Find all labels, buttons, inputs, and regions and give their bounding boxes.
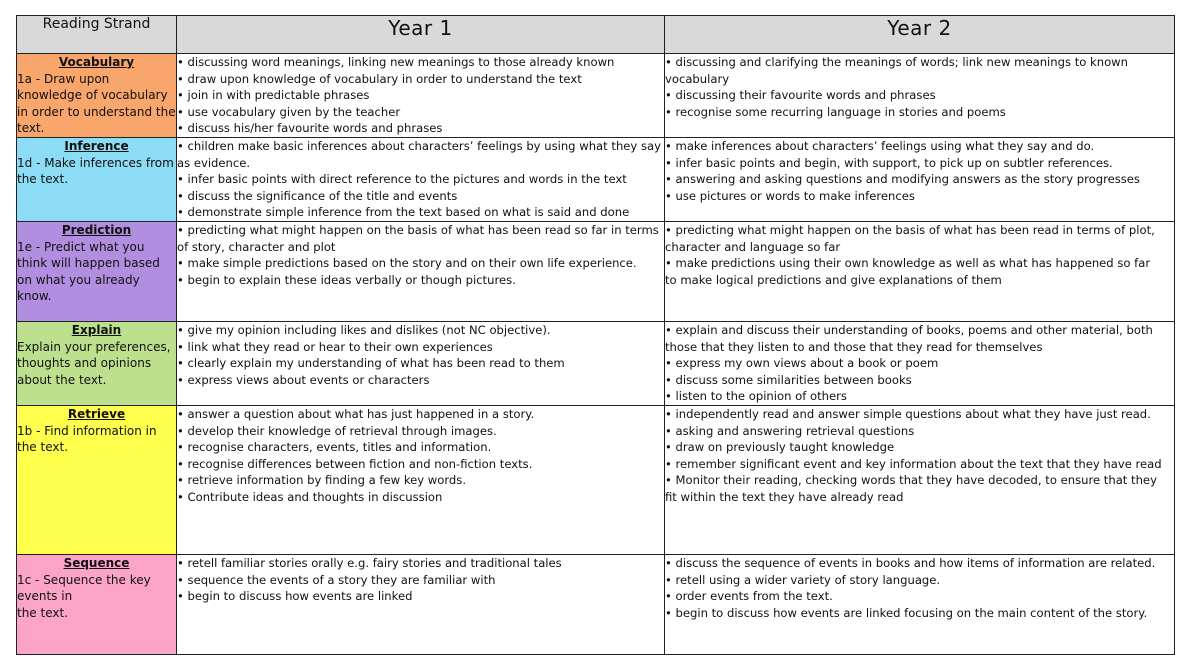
bullet-point: • asking and answering retrieval questions <box>665 423 915 438</box>
strand-cell-inference <box>17 137 177 221</box>
bullet-point: • retrieve information by finding a few key words. <box>177 473 467 488</box>
year1-points <box>177 321 665 405</box>
strand-row-explain <box>17 321 1175 405</box>
bullet-point: • recognise characters, events, titles and information. <box>177 440 492 455</box>
bullet-point: • answer a question about what has just happened in a story. <box>177 406 535 421</box>
strand-row-retrieve <box>17 405 1175 554</box>
bullet-point: • children make basic inferences about characters’ feelings by using what they say as evidence. <box>177 138 661 170</box>
bullet-point: • discuss his/her favourite words and phrases <box>177 121 443 136</box>
bullet-point: • retell familiar stories orally e.g. fairy stories and traditional tales <box>177 555 562 570</box>
bullet-point: • answering and asking questions and modifying answers as the story progresses <box>665 172 1140 187</box>
bullet-point: • discuss the sequence of events in books and how items of information are related. <box>665 555 1156 570</box>
bullet-point: • sequence the events of a story they are familiar with <box>177 572 496 587</box>
bullet-point: • draw upon knowledge of vocabulary in order to understand the text <box>177 71 582 86</box>
bullet-point: • begin to explain these ideas verbally or though pictures. <box>177 272 516 287</box>
strand-cell-vocabulary <box>17 54 177 138</box>
strand-row-prediction <box>17 221 1175 321</box>
bullet-point: • Contribute ideas and thoughts in discussion <box>177 489 443 504</box>
bullet-point: • explain and discuss their understanding of books, poems and other material, both those that they listen to and those that they read for themselves <box>665 322 1153 354</box>
bullet-point: • link what they read or hear to their own experiences <box>177 339 493 354</box>
strand-title: Prediction <box>61 222 132 237</box>
year2-points <box>665 221 1175 321</box>
strand-description: 1c - Sequence the key events in the text. <box>17 572 151 620</box>
strand-row-inference <box>17 137 1175 221</box>
strand-title: Explain <box>71 322 122 337</box>
year1-header: Year 1 <box>177 16 665 54</box>
bullet-point: • begin to discuss how events are linked focusing on the main content of the story. <box>665 605 1148 620</box>
year1-points <box>177 221 665 321</box>
year1-points <box>177 405 665 554</box>
strand-row-vocabulary <box>17 54 1175 138</box>
strand-title: Retrieve <box>67 406 126 421</box>
bullet-point: • make predictions using their own knowledge as well as what has happened so far <box>665 256 1151 271</box>
bullet-point: • recognise differences between fiction and non-fiction texts. <box>177 456 533 471</box>
bullet-point: • discussing their favourite words and phrases <box>665 88 936 103</box>
bullet-point: • express views about events or characters <box>177 372 430 387</box>
header-row <box>17 16 1175 54</box>
year2-points <box>665 554 1175 654</box>
strand-title: Inference <box>64 138 129 153</box>
bullet-point: • recognise some recurring language in stories and poems <box>665 104 1006 119</box>
bullet-point: • retell using a wider variety of story language. <box>665 572 941 587</box>
reading-strand-header: Reading Strand <box>17 16 177 54</box>
bullet-point: • use vocabulary given by the teacher <box>177 104 401 119</box>
strand-description: Explain your preferences, thoughts and opinions about the text. <box>17 339 171 387</box>
strand-title: Sequence <box>63 555 130 570</box>
strand-description: 1b - Find information in the text. <box>17 423 157 455</box>
strand-cell-sequence <box>17 554 177 654</box>
bullet-point: character and language so far <box>665 239 841 254</box>
reading-strand-table <box>16 15 1175 655</box>
year2-header: Year 2 <box>665 16 1175 54</box>
bullet-point: • discuss the significance of the title and events <box>177 188 458 203</box>
bullet-point: • discussing and clarifying the meanings of words; link new meanings to known vocabulary <box>665 55 1129 86</box>
bullet-point: • join in with predictable phrases <box>177 88 370 103</box>
year2-points <box>665 137 1175 221</box>
bullet-point: • discuss some similarities between books <box>665 372 912 387</box>
bullet-point: • Monitor their reading, checking words that they have decoded, to ensure that they <box>665 473 1157 488</box>
year2-points <box>665 54 1175 138</box>
bullet-point: • develop their knowledge of retrieval through images. <box>177 423 497 438</box>
bullet-point: • begin to discuss how events are linked <box>177 589 413 604</box>
bullet-point: • demonstrate simple inference from the text based on what is said and done <box>177 205 630 220</box>
strand-description: 1d - Make inferences from the text. <box>17 155 174 187</box>
bullet-point: • order events from the text. <box>665 589 833 604</box>
bullet-point: • remember significant event and key information about the text that they have read <box>665 456 1162 471</box>
bullet-point: • use pictures or words to make inferences <box>665 188 915 203</box>
strand-cell-explain <box>17 321 177 405</box>
bullet-point: • make inferences about characters’ feelings using what they say and do. <box>665 138 1095 153</box>
bullet-point: to make logical predictions and give explanations of them <box>665 272 1002 287</box>
bullet-point: • infer basic points and begin, with support, to pick up on subtler references. <box>665 155 1113 170</box>
bullet-point: • predicting what might happen on the basis of what has been read in terms of plot, <box>665 222 1155 237</box>
strand-description: 1a - Draw upon knowledge of vocabulary in order to understand the text. <box>17 71 176 136</box>
bullet-point: • clearly explain my understanding of what has been read to them <box>177 356 565 371</box>
bullet-point: • listen to the opinion of others <box>665 389 847 404</box>
bullet-point: • give my opinion including likes and dislikes (not NC objective). <box>177 322 551 337</box>
year2-points <box>665 321 1175 405</box>
year1-points <box>177 54 665 138</box>
bullet-point: • discussing word meanings, linking new meanings to those already known <box>177 55 615 69</box>
strand-description: 1e - Predict what you think will happen based on what you already know. <box>17 239 160 304</box>
bullet-point: • infer basic points with direct reference to the pictures and words in the text <box>177 172 627 187</box>
year1-points <box>177 554 665 654</box>
bullet-point: • predicting what might happen on the basis of what has been read so far in terms of story, character and plot <box>177 222 659 254</box>
year2-points <box>665 405 1175 554</box>
year1-points <box>177 137 665 221</box>
bullet-point: • draw on previously taught knowledge <box>665 440 895 455</box>
strand-title: Vocabulary <box>58 55 135 69</box>
bullet-point: fit within the text they have already read <box>665 489 904 504</box>
strand-cell-retrieve <box>17 405 177 554</box>
strand-cell-prediction <box>17 221 177 321</box>
bullet-point: • make simple predictions based on the story and on their own life experience. <box>177 256 637 271</box>
strand-row-sequence <box>17 554 1175 654</box>
bullet-point: • express my own views about a book or poem <box>665 356 939 371</box>
bullet-point: • independently read and answer simple questions about what they have just read. <box>665 406 1151 421</box>
